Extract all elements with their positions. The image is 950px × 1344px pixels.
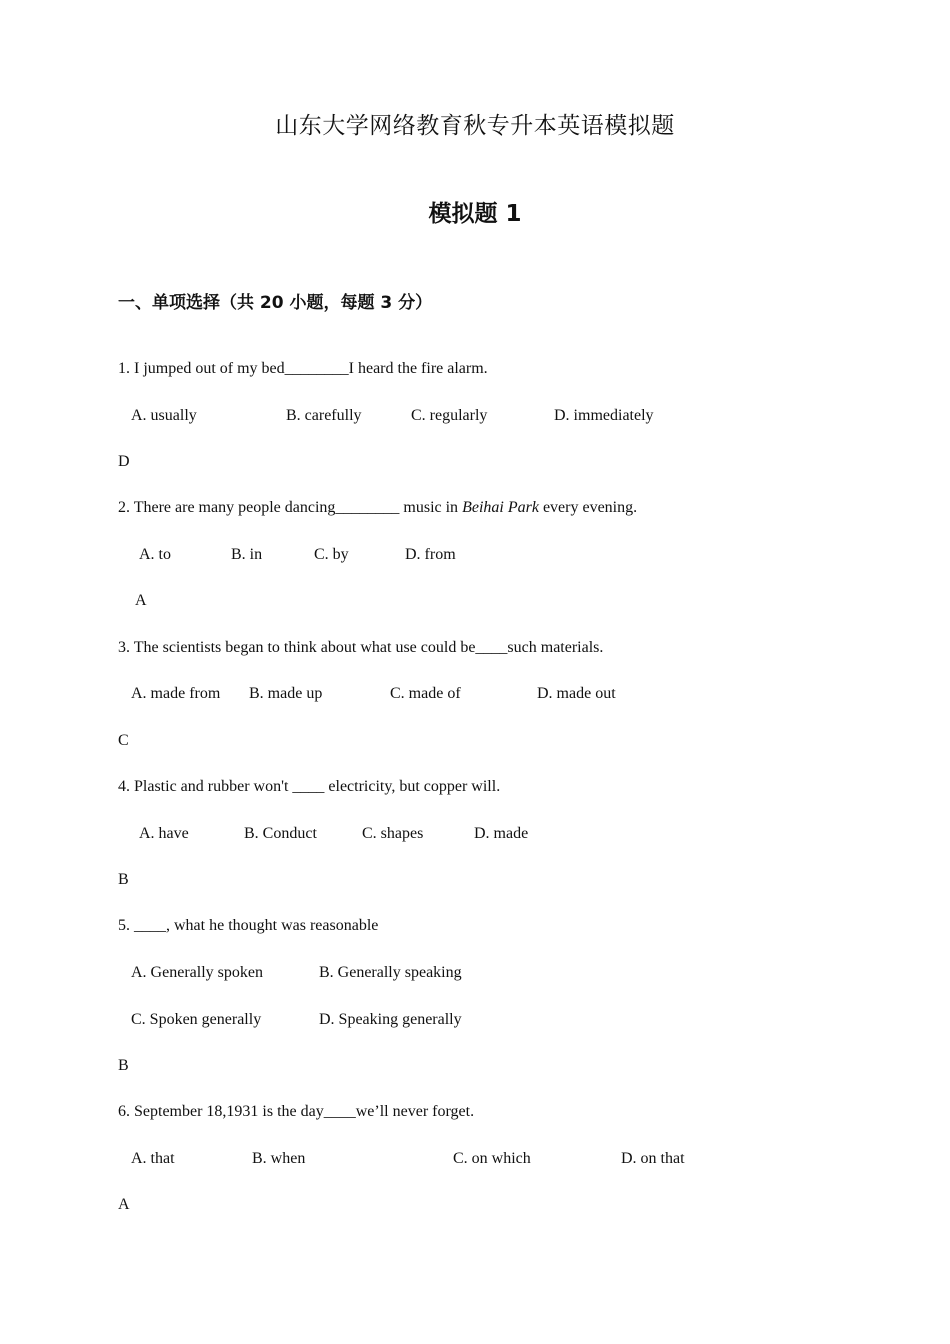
question-6-text: 6. September 18,1931 is the day____we’ll never forget. <box>118 1103 475 1120</box>
document-subtitle: 模拟题 1 <box>428 201 522 227</box>
question-1-option-b: B. carefully <box>286 407 362 424</box>
question-3-option-d: D. made out <box>537 685 616 702</box>
document-title: 山东大学网络教育秋专升本英语模拟题 <box>275 113 675 139</box>
question-4-option-a: A. have <box>139 825 189 842</box>
question-4-option-b: B. Conduct <box>244 825 317 842</box>
question-2-text <box>118 498 637 518</box>
question-6-option-a: A. that <box>131 1150 175 1167</box>
question-6-answer: A <box>118 1196 130 1213</box>
question-3-text: 3. The scientists began to think about what use could be____such materials. <box>118 639 604 656</box>
question-6-option-b: B. when <box>252 1150 306 1167</box>
question-2-option-a: A. to <box>139 546 171 563</box>
question-4-text: 4. Plastic and rubber won't ____ electricity, but copper will. <box>118 778 501 795</box>
question-1-option-d: D. immediately <box>554 407 654 424</box>
question-4-answer: B <box>118 871 129 888</box>
question-6-option-d: D. on that <box>621 1150 685 1167</box>
question-3-option-b: B. made up <box>249 685 323 702</box>
question-5-answer: B <box>118 1057 129 1074</box>
question-1-answer: D <box>118 453 130 470</box>
question-1-text: 1. I jumped out of my bed________I heard the fire alarm. <box>118 360 488 377</box>
question-5-option-c: C. Spoken generally <box>131 1011 262 1028</box>
question-6-option-c: C. on which <box>453 1150 531 1167</box>
question-2-answer: A <box>135 592 147 609</box>
question-1-option-c: C. regularly <box>411 407 488 424</box>
question-5-option-b: B. Generally speaking <box>319 964 462 981</box>
section-heading: 一、单项选择（共 20 小题，每题 3 分） <box>118 293 433 313</box>
question-4-option-d: D. made <box>474 825 529 842</box>
question-2-option-d: D. from <box>405 546 456 563</box>
question-2-option-c: C. by <box>314 546 349 563</box>
question-2-text-italic: Beihai Park <box>462 499 539 516</box>
question-4-option-c: C. shapes <box>362 825 424 842</box>
question-1-option-a: A. usually <box>131 407 197 424</box>
question-2-option-b: B. in <box>231 546 263 563</box>
question-3-option-a: A. made from <box>131 685 221 702</box>
question-5-option-a: A. Generally spoken <box>131 964 263 981</box>
question-5-text: 5. ____, what he thought was reasonable <box>118 917 379 934</box>
question-3-answer: C <box>118 732 129 749</box>
question-2-text-end: every evening. <box>538 499 638 516</box>
question-5-option-d: D. Speaking generally <box>319 1011 462 1028</box>
question-3-option-c: C. made of <box>390 685 461 702</box>
question-2-text-start: 2. There are many people dancing________ music in <box>118 499 463 516</box>
